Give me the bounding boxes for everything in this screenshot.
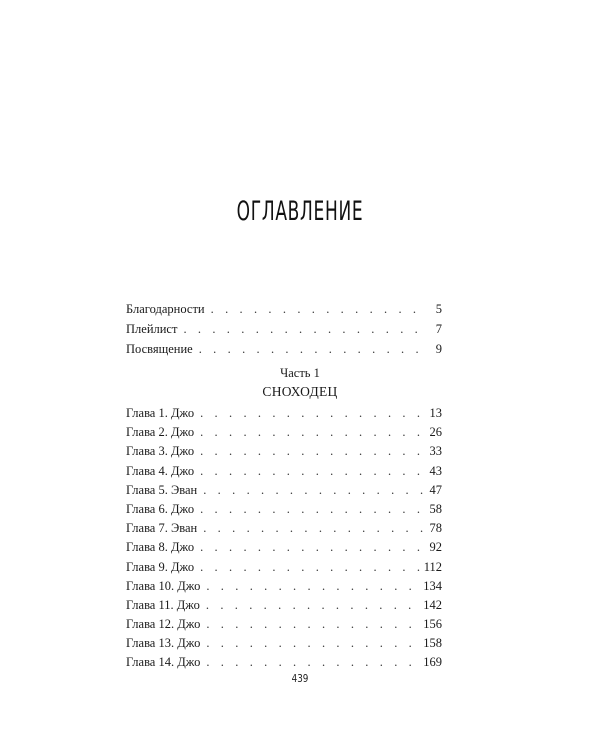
dot-leader — [203, 481, 424, 500]
toc-entry-title: Глава 2. Джо — [126, 425, 195, 440]
toc-entry-page: 112 — [423, 559, 442, 574]
dot-leader — [200, 404, 424, 423]
toc-entry-page: 156 — [423, 617, 442, 632]
toc-entry-title: Глава 14. Джо — [126, 655, 201, 670]
dot-leader — [200, 500, 424, 519]
toc-entry — [126, 339, 442, 359]
toc-entry — [126, 319, 442, 339]
toc-entry-title: Глава 8. Джо — [126, 540, 195, 555]
toc-entry-title: Глава 6. Джо — [126, 501, 195, 516]
toc-entry — [126, 500, 442, 519]
page-title: ОГЛАВЛЕНИЕ — [236, 196, 364, 227]
dot-leader — [183, 319, 424, 339]
dot-leader — [211, 299, 424, 319]
toc-entry — [126, 653, 442, 672]
toc-entry-title: Глава 1. Джо — [126, 406, 195, 420]
toc-entry-page: 134 — [423, 578, 442, 593]
dot-leader — [206, 577, 419, 596]
front-matter-list — [126, 299, 442, 359]
toc-entry-title: Глава 5. Эван — [126, 482, 198, 497]
toc-entry-page: 33 — [429, 444, 442, 459]
toc-entry — [126, 558, 442, 577]
toc-entry-page: 7 — [435, 322, 442, 336]
toc-entry-page: 58 — [429, 501, 442, 516]
toc-entry — [126, 577, 442, 596]
toc-entry-title: Глава 7. Эван — [126, 521, 198, 536]
dot-leader — [206, 653, 419, 672]
dot-leader — [206, 615, 419, 634]
dot-leader — [203, 519, 424, 538]
dot-leader — [200, 558, 420, 577]
toc-entry — [126, 462, 442, 481]
chapter-list — [126, 404, 442, 673]
toc-entry-title: Благодарности — [126, 302, 205, 316]
toc-entry-page: 9 — [435, 342, 442, 356]
toc-entry — [126, 519, 442, 538]
toc-entry-page: 92 — [429, 540, 442, 555]
toc-entry — [126, 596, 442, 615]
toc-entry — [126, 634, 442, 653]
dot-leader — [200, 462, 424, 481]
toc-entry-title: Глава 13. Джо — [126, 636, 201, 651]
toc-entry-title: Глава 12. Джо — [126, 617, 201, 632]
toc-entry-title: Глава 10. Джо — [126, 578, 201, 593]
page-number: 439 — [291, 672, 309, 685]
toc-entry-page: 26 — [429, 425, 442, 440]
toc-entry-page: 47 — [429, 482, 442, 497]
dot-leader — [200, 442, 424, 461]
toc-entry-title: Посвящение — [126, 342, 193, 356]
toc-entry-title: Глава 4. Джо — [126, 463, 195, 478]
part-label: Часть 1 — [280, 366, 320, 380]
part-title: СНОХОДЕЦ — [262, 384, 338, 399]
toc-entry-title: Глава 3. Джо — [126, 444, 195, 459]
toc-entry — [126, 299, 442, 319]
toc-entry-page: 142 — [423, 597, 442, 612]
dot-leader — [200, 538, 424, 557]
toc-entry — [126, 423, 442, 442]
toc-entry — [126, 404, 442, 423]
dot-leader — [199, 339, 424, 359]
toc-entry-page: 158 — [423, 636, 442, 651]
toc-entry — [126, 481, 442, 500]
toc-entry — [126, 615, 442, 634]
toc-entry-title: Плейлист — [126, 322, 178, 336]
toc-entry — [126, 442, 442, 461]
toc-entry — [126, 538, 442, 557]
dot-leader — [206, 634, 419, 653]
toc-entry-page: 169 — [423, 655, 442, 670]
toc-entry-page: 13 — [429, 406, 442, 420]
toc-entry-title: Глава 9. Джо — [126, 559, 195, 574]
toc-entry-page: 78 — [429, 521, 442, 536]
dot-leader — [206, 596, 419, 615]
toc-entry-page: 5 — [435, 302, 442, 316]
dot-leader — [200, 423, 424, 442]
toc-entry-title: Глава 11. Джо — [126, 597, 200, 612]
toc-entry-page: 43 — [429, 463, 442, 478]
